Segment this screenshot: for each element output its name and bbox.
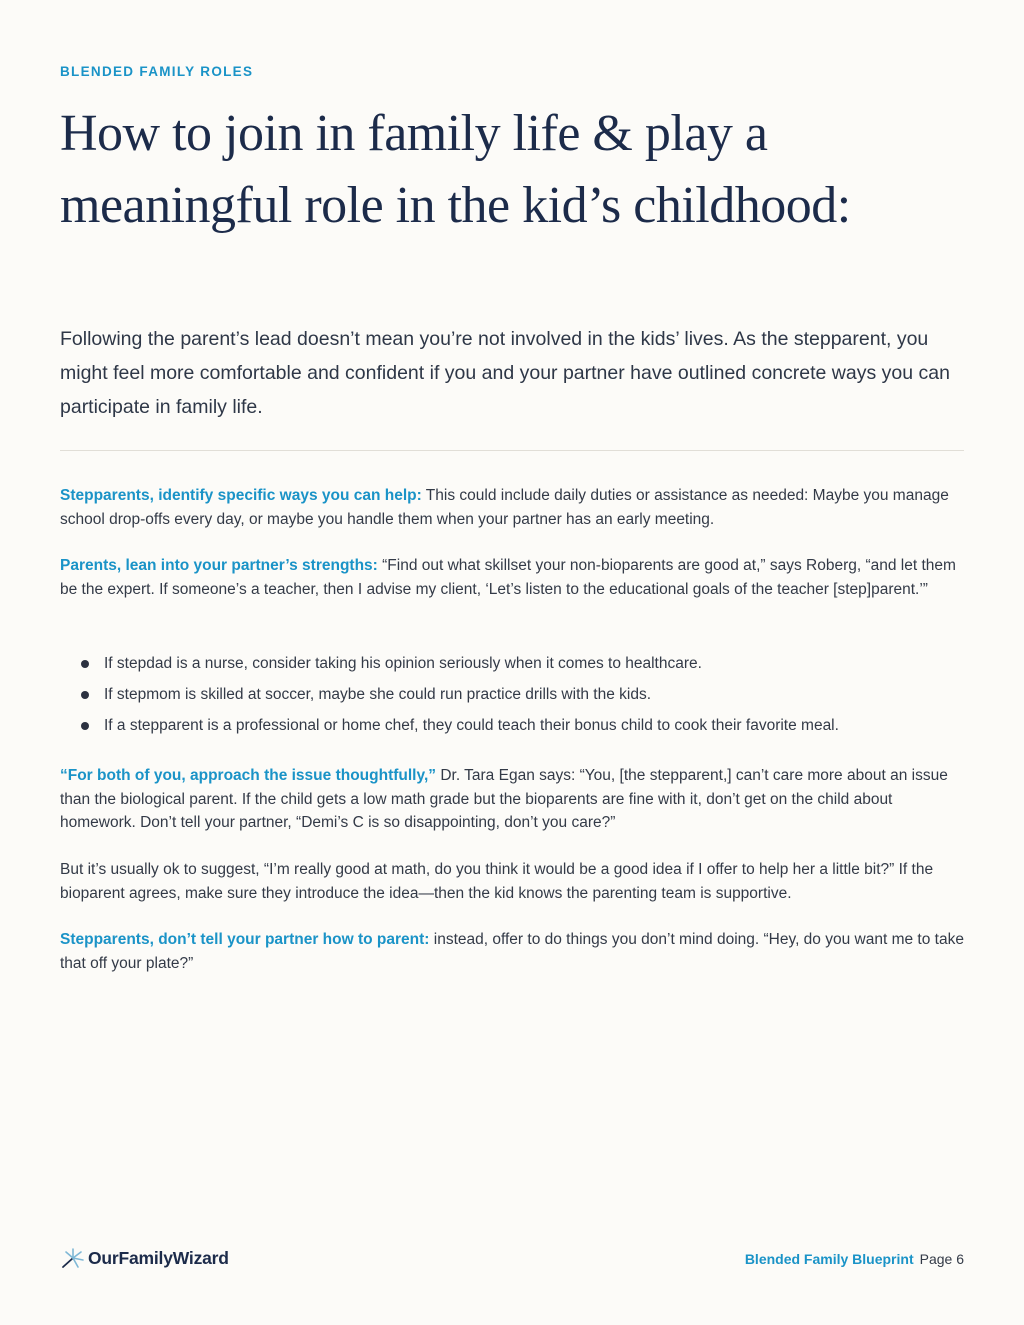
- paragraph-lead: Stepparents, don’t tell your partner how to parent:: [60, 931, 430, 948]
- list-item: [60, 679, 964, 710]
- paragraph-text: instead, offer to do things you don’t mind doing. “Hey, do you want me to take that off your plate?”: [60, 931, 964, 972]
- section-eyebrow: BLENDED FAMILY ROLES: [60, 64, 254, 79]
- paragraph-text: This could include daily duties or assistance as needed: Maybe you manage school drop-offs every day, or maybe you handle them when your partner has an early meeting.: [60, 487, 949, 528]
- paragraph-lead: Stepparents, identify specific ways you can help:: [60, 487, 422, 504]
- star-burst-icon: [60, 1246, 86, 1270]
- list-item: [60, 648, 964, 679]
- page-number: Page 6: [919, 1251, 964, 1267]
- paragraph-approach-thoughtfully: [60, 764, 964, 835]
- intro-paragraph: Following the parent’s lead doesn’t mean you’re not involved in the kids’ lives. As the stepparent, you might feel more comfortable and confident if you and your partner have outlined concrete ways you can participate in family life.: [60, 328, 950, 418]
- page-title: How to join in family life & play a meaningful role in the kid’s childhood:: [60, 105, 851, 234]
- paragraph-partner-strengths: [60, 554, 964, 601]
- brand-logo-text: OurFamilyWizard: [88, 1247, 229, 1268]
- bullet-icon: [81, 722, 89, 730]
- paragraph-lead: “For both of you, approach the issue thoughtfully,”: [60, 767, 437, 784]
- book-title: Blended Family Blueprint: [744, 1251, 914, 1267]
- bullet-icon: [81, 691, 89, 699]
- list-item-text: If stepmom is skilled at soccer, maybe she could run practice drills with the kids.: [104, 686, 652, 703]
- list-item-text: If a stepparent is a professional or home chef, they could teach their bonus child to cook their favorite meal.: [104, 717, 839, 734]
- divider: [60, 450, 964, 451]
- paragraph-stepparents-help: [60, 484, 964, 531]
- examples-list: [60, 648, 964, 741]
- bullet-icon: [81, 660, 89, 668]
- list-item: [60, 710, 964, 741]
- brand-logo: [60, 1246, 229, 1270]
- paragraph-text: Dr. Tara Egan says: “You, [the stepparent,] can’t care more about an issue than the biological parent. If the child gets a low math grade but the bioparents are fine with it, don’t get on the child about homework. Don’t tell your partner, “Demi’s C is so disappointing, don’t you care?”: [60, 767, 948, 831]
- list-item-text: If stepdad is a nurse, consider taking his opinion seriously when it comes to healthcare.: [104, 655, 702, 672]
- paragraph-suggest-help: [60, 858, 964, 905]
- paragraph-dont-tell-partner: [60, 928, 964, 975]
- paragraph-text: But it’s usually ok to suggest, “I’m really good at math, do you think it would be a good idea if I offer to help her a little bit?” If the bioparent agrees, make sure they introduce the idea—then the kid knows the parenting team is supportive.: [60, 861, 934, 902]
- paragraph-text: “Find out what skillset your non-bioparents are good at,” says Roberg, “and let them be the expert. If someone’s a teacher, then I advise my client, ‘Let’s listen to the educational goals of the teacher [step]parent.’”: [60, 557, 956, 598]
- page-footer: [745, 1251, 964, 1267]
- paragraph-lead: Parents, lean into your partner’s strengths:: [60, 557, 378, 574]
